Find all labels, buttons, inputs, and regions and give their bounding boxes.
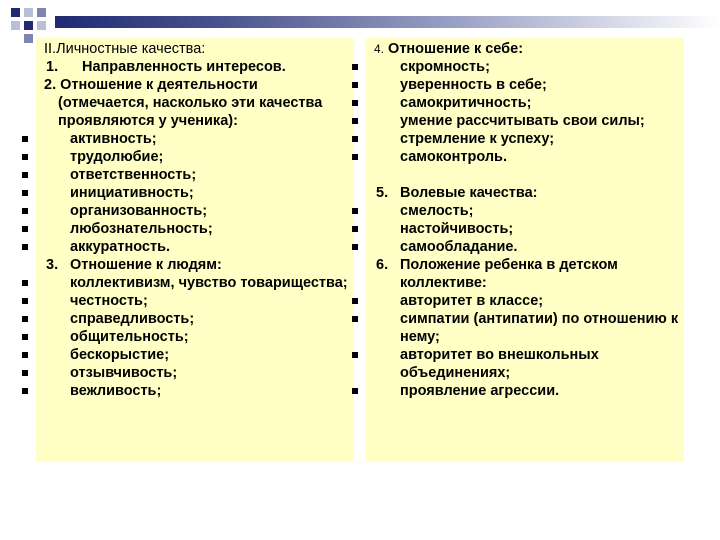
bullet-item: самоконтроль. <box>374 148 680 166</box>
bullet-item: самообладание. <box>374 238 680 256</box>
bullet-item: авторитет в классе; <box>374 292 680 310</box>
bullet-item: инициативность; <box>44 184 350 202</box>
item-number: 4. <box>374 42 385 56</box>
deco-square <box>24 21 33 30</box>
bullet-item: стремление к успеху; <box>374 130 680 148</box>
bullet-item: уверенность в себе; <box>374 76 680 94</box>
bullet-list <box>374 58 680 166</box>
bullet-item: аккуратность. <box>44 238 350 256</box>
bullet-item: организованность; <box>44 202 350 220</box>
bullet-item: самокритичность; <box>374 94 680 112</box>
deco-square <box>11 21 20 30</box>
bullet-item: проявление агрессии. <box>374 382 680 400</box>
bullet-item: любознательность; <box>44 220 350 238</box>
bullet-item: коллективизм, чувство товарищества; <box>44 274 350 292</box>
bullet-item: трудолюбие; <box>44 148 350 166</box>
item-text: Отношение к себе: <box>388 41 524 57</box>
spacer <box>374 166 680 184</box>
bullet-item: настойчивость; <box>374 220 680 238</box>
bullet-item: симпатии (антипатии) по отношению к нему; <box>374 310 680 346</box>
item-text: Положение ребенка в детском коллективе: <box>400 257 618 291</box>
bullet-list <box>44 130 350 256</box>
list-item <box>44 58 350 76</box>
bullet-list <box>44 274 350 400</box>
right-panel <box>366 38 684 462</box>
list-item <box>44 76 350 130</box>
list-item <box>374 40 680 58</box>
list-item <box>44 256 350 274</box>
item-text: Отношение к людям: <box>70 257 222 273</box>
bullet-list <box>374 292 680 400</box>
item-number: 3. <box>46 257 59 273</box>
left-panel <box>36 38 354 462</box>
bullet-item: смелость; <box>374 202 680 220</box>
bullet-item: бескорыстие; <box>44 346 350 364</box>
item-number: 1. <box>46 59 59 75</box>
item-text: Волевые качества: <box>400 185 538 201</box>
bullet-item: умение рассчитывать свои силы; <box>374 112 680 130</box>
list-item <box>374 256 680 292</box>
item-number: 2. <box>44 77 57 93</box>
header-gradient-bar <box>55 16 720 28</box>
bullet-list <box>374 202 680 256</box>
section-heading: II.Личностные качества: <box>44 41 206 57</box>
bullet-item: отзывчивость; <box>44 364 350 382</box>
item-number: 5. <box>376 185 389 201</box>
deco-square <box>24 34 33 43</box>
bullet-item: справедливость; <box>44 310 350 328</box>
deco-square <box>24 8 33 17</box>
deco-square <box>11 8 20 17</box>
bullet-item: вежливость; <box>44 382 350 400</box>
deco-square <box>37 8 46 17</box>
bullet-item: честность; <box>44 292 350 310</box>
bullet-item: скромность; <box>374 58 680 76</box>
bullet-item: активность; <box>44 130 350 148</box>
item-text: Направленность интересов. <box>82 59 286 75</box>
list-item <box>374 184 680 202</box>
item-text: Отношение к деятельности (отмечается, насколько эти качества проявляются у ученика): <box>58 77 323 129</box>
item-number: 6. <box>376 257 389 273</box>
bullet-item: авторитет во внешкольных объединениях; <box>374 346 680 382</box>
bullet-item: общительность; <box>44 328 350 346</box>
deco-square <box>37 21 46 30</box>
bullet-item: ответственность; <box>44 166 350 184</box>
